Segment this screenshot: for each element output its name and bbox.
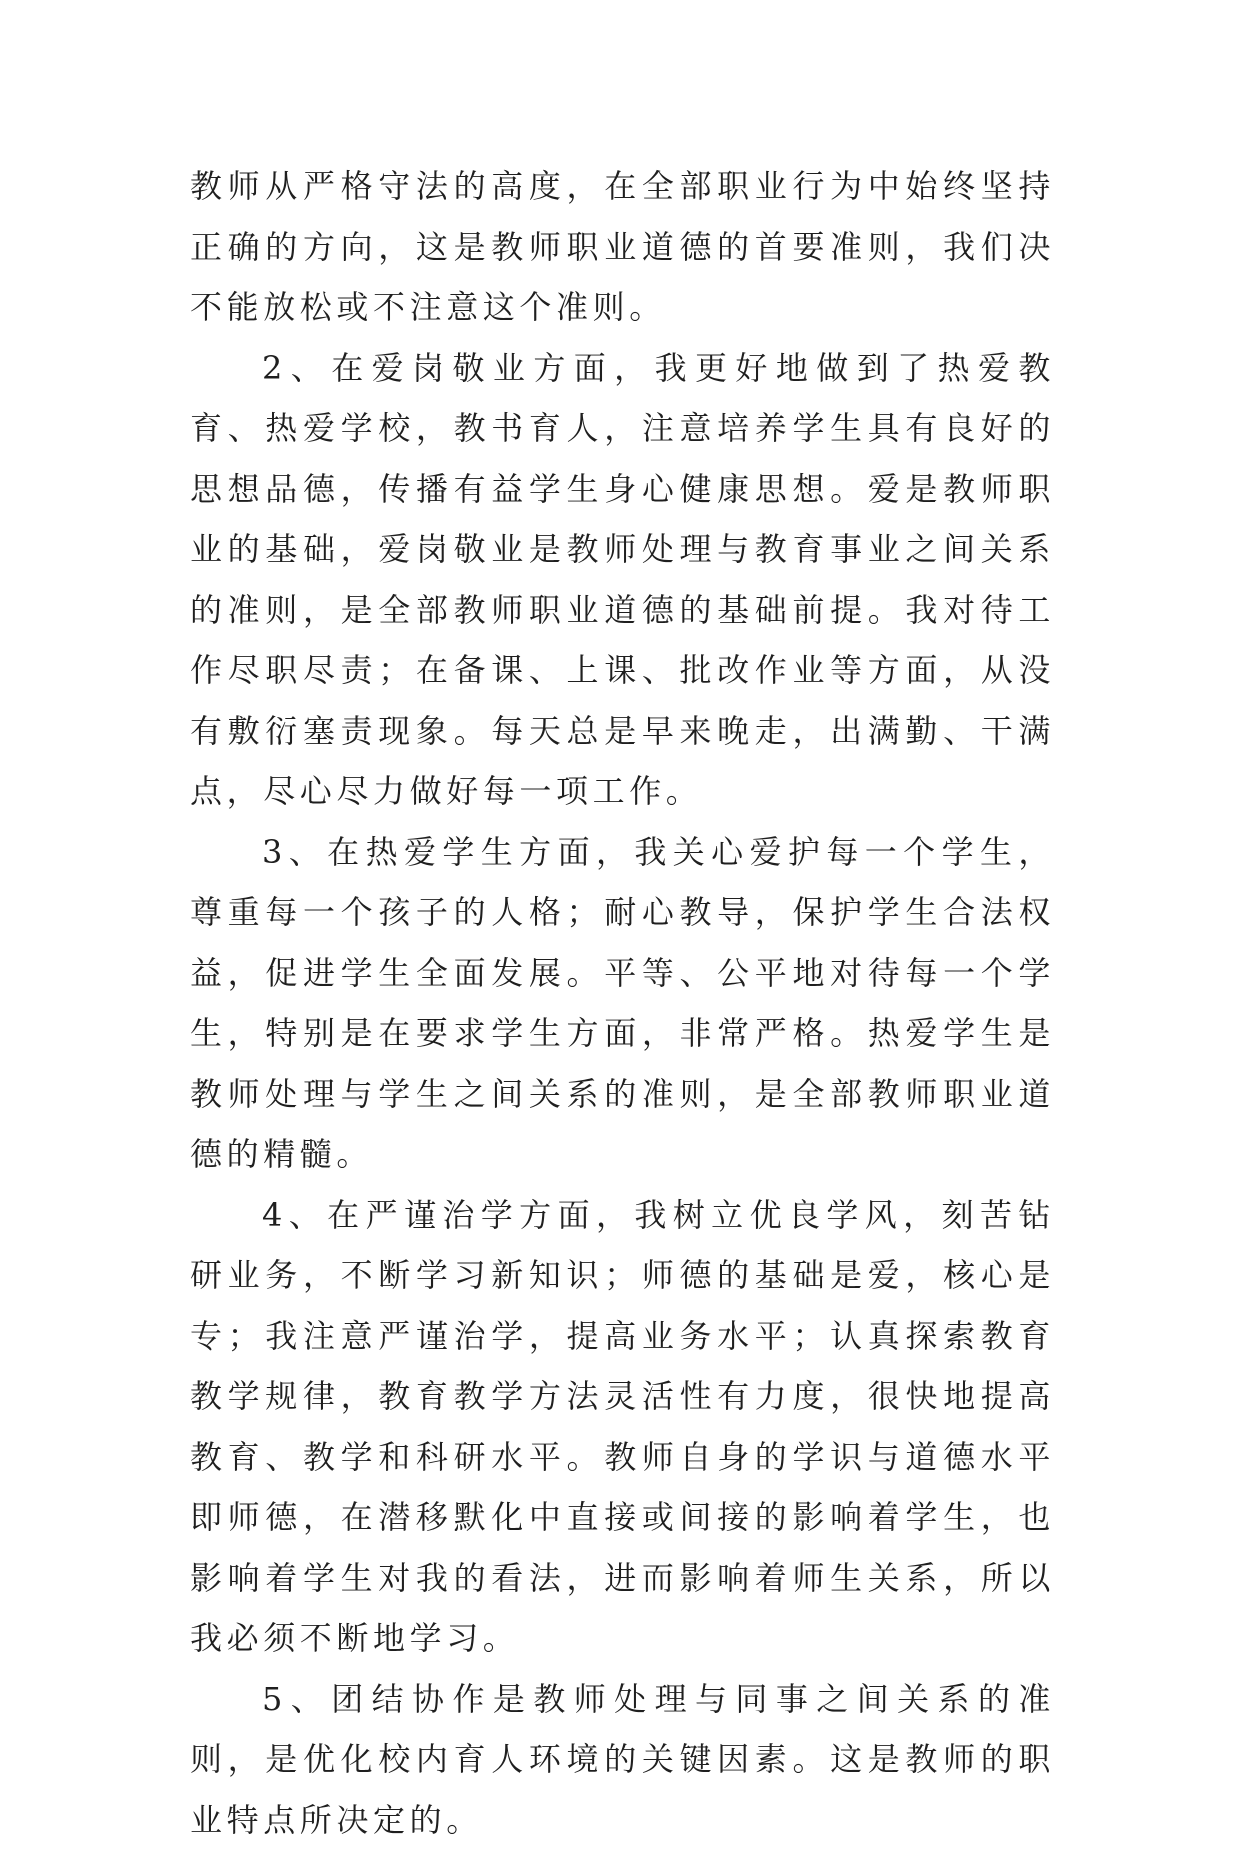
paragraph-continuation: 教师从严格守法的高度，在全部职业行为中始终坚持正确的方向，这是教师职业道德的首要准则，我们决不能放松或不注意这个准则。 [190,156,1055,338]
paragraph-4-rigorous-study: 4、在严谨治学方面，我树立优良学风，刻苦钻研业务，不断学习新知识；师德的基础是爱，核心是专；我注意严谨治学，提高业务水平；认真探索教育教学规律，教育教学方法灵活性有力度，很快地提高教育、教学和科研水平。教师自身的学识与道德水平即师德，在潜移默化中直接或间接的影响着学生，也影响着学生对我的看法，进而影响着师生关系，所以我必须不断地学习。 [190,1185,1055,1669]
paragraph-3-love-students: 3、在热爱学生方面，我关心爱护每一个学生，尊重每一个孩子的人格；耐心教导，保护学生合法权益，促进学生全面发展。平等、公平地对待每一个学生，特别是在要求学生方面，非常严格。热爱学生是教师处理与学生之间关系的准则，是全部教师职业道德的精髓。 [190,822,1055,1185]
paragraph-2-dedication: 2、在爱岗敬业方面，我更好地做到了热爱教育、热爱学校，教书育人，注意培养学生具有良好的思想品德，传播有益学生身心健康思想。爱是教师职业的基础，爱岗敬业是教师处理与教育事业之间关系的准则，是全部教师职业道德的基础前提。我对待工作尽职尽责；在备课、上课、批改作业等方面，从没有敷衍塞责现象。每天总是早来晚走，出满勤、干满点，尽心尽力做好每一项工作。 [190,338,1055,822]
paragraph-5-teamwork: 5、团结协作是教师处理与同事之间关系的准则，是优化校内育人环境的关键因素。这是教师的职业特点所决定的。 [190,1669,1055,1850]
document-body [190,156,1055,1850]
